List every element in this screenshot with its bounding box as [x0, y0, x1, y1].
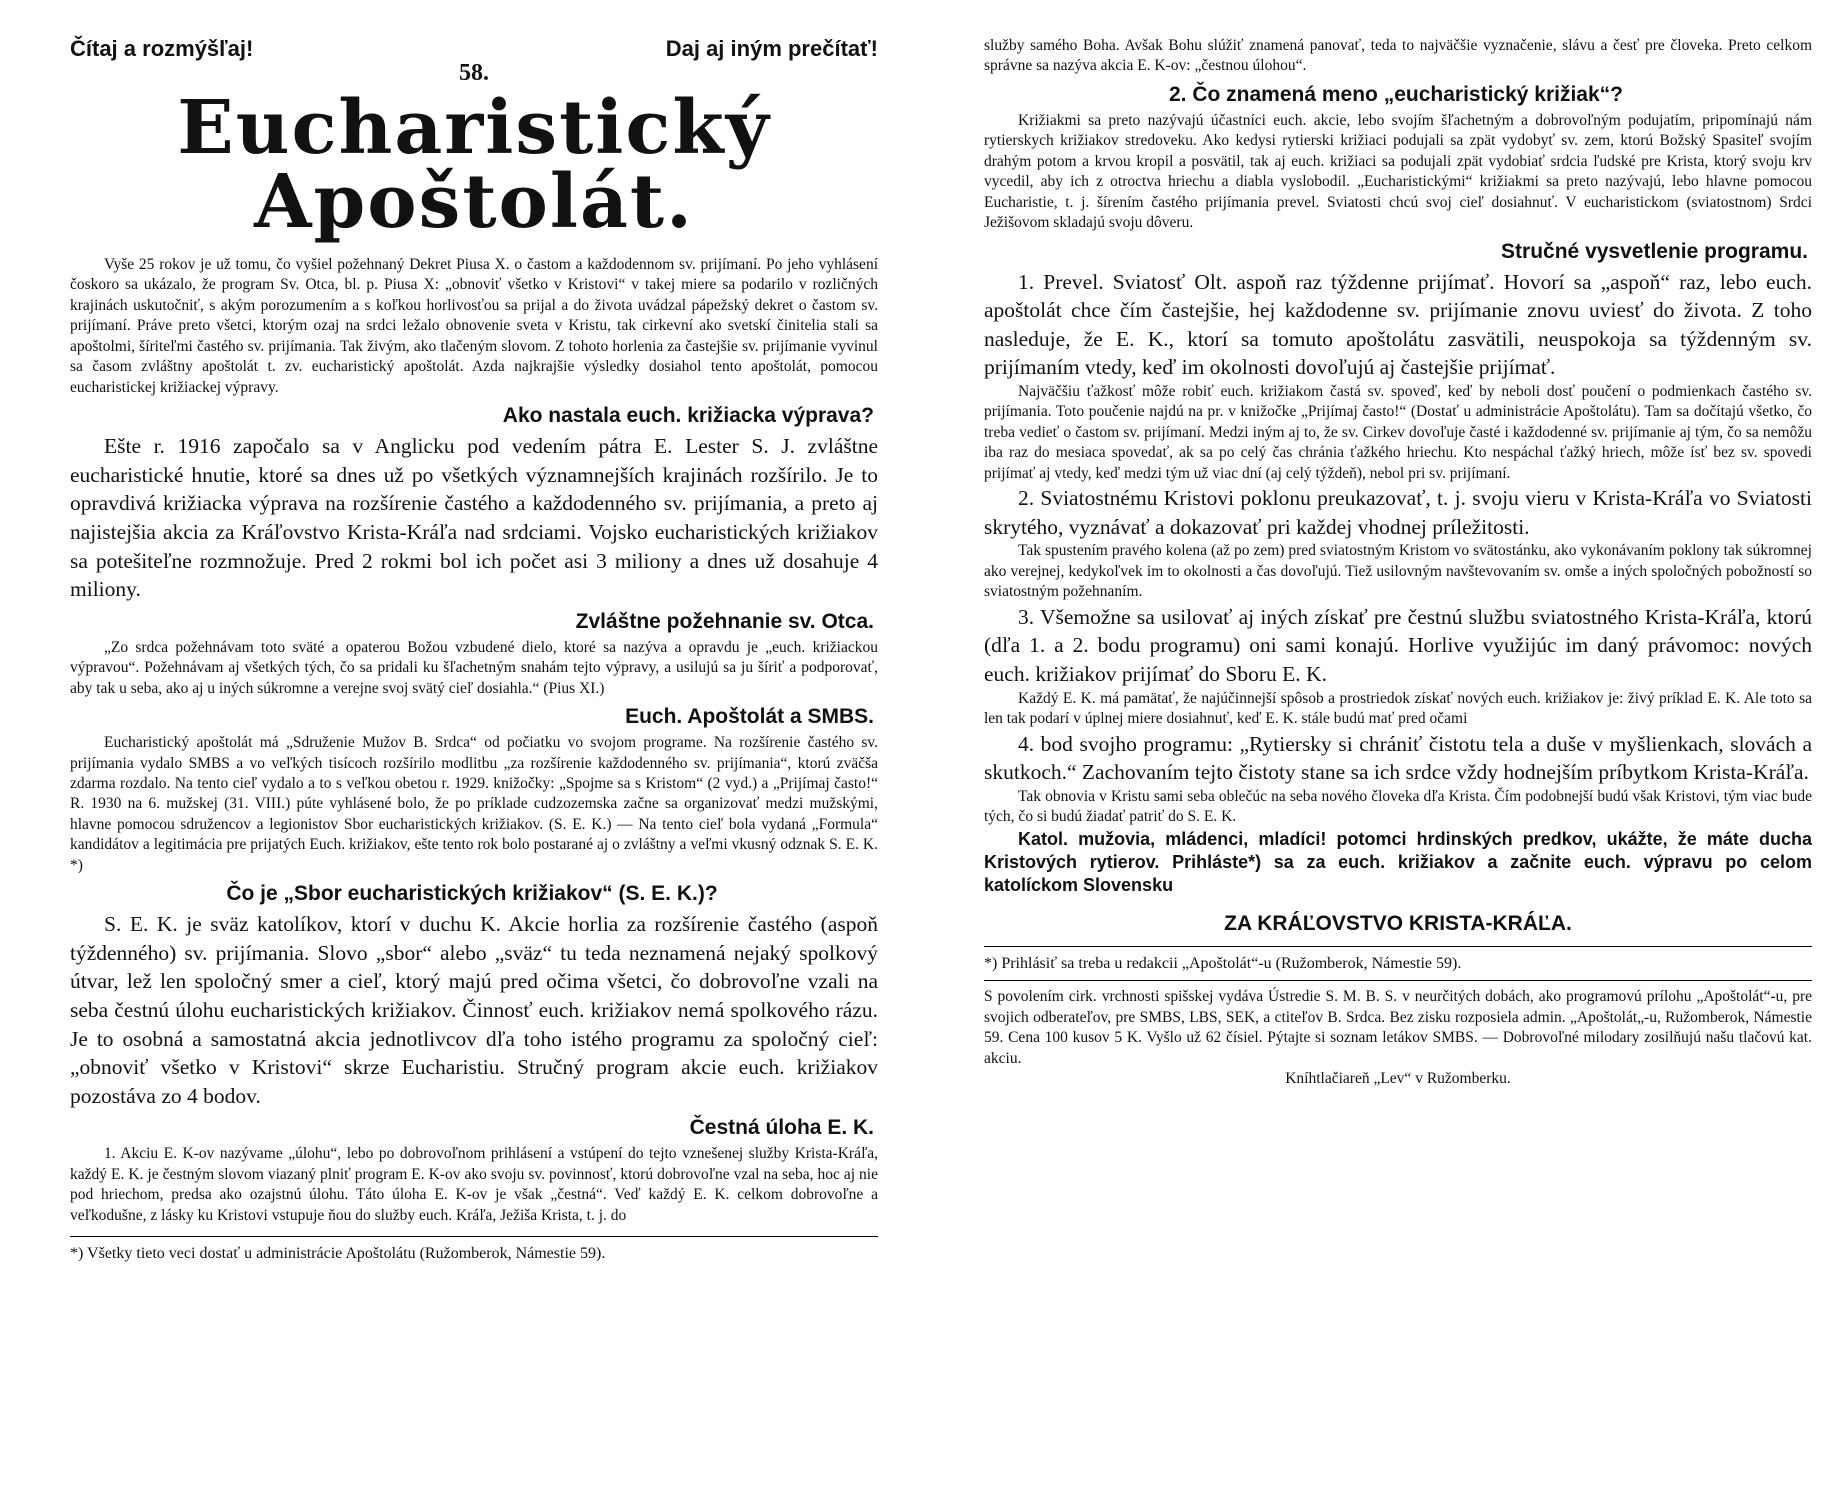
- right-page: [960, 0, 1832, 1500]
- blessing-paragraph: „Zo srdca požehnávam toto sväté a opaterou Božou vzbudené dielo, ktoré sa nazýva a opravdu je „euch. križiackou výpravou“. Požehnávam aj všetkých tých, čo sa pridali ku šľachetným snahám tejto výpravy, a usilujú sa ju šíriť a podporovať, aby tak u seba, ako aj u iných súkromne a verejne svoj svätý cieľ dosiahla.“ (Pius XI.): [70, 638, 878, 697]
- program-point-3: 3. Všemožne sa usilovať aj iných získať pre čestnú službu sviatostného Krista-Kráľa, ktorú (dľa 1. a 2. bodu programu) oni sami konajú. Horlive využijúc im daný právomoc: nových euch. križiakov prijímať do Sboru E. K.: [984, 604, 1812, 686]
- origin-paragraph: Ešte r. 1916 započalo sa v Anglicku pod vedením pátra E. Lester S. J. zvláštne eucharistické hnutie, ktoré sa dnes už po všetkých významnejších krajinách rozšírilo. Je to opravdivá križiacka výprava na rozšírenie častého a každodenného sv. prijímania, a preto aj najistejšia akcia za Kráľovstvo Krista-Kráľa nad srdciami. Vojsko eucharistických križiakov sa potešiteľne rozmnožuje. Pred 2 rokmi bol ich počet asi 3 miliony a dnes už dosahuje 4 miliony.: [70, 434, 878, 602]
- motto: ZA KRÁĽOVSTVO KRISTA-KRÁĽA.: [1224, 911, 1572, 935]
- appeal-paragraph: Katol. mužovia, mládenci, mladíci! potomci hrdinských predkov, ukážte, že máte ducha Kristových rytierov. Prihláste*) sa za euch. križiakov a začnite euch. výpravu po celom katolíckom Slovensku: [984, 828, 1812, 896]
- intro-paragraph: Vyše 25 rokov je už tomu, čo vyšiel požehnaný Dekret Piusa X. o častom a každodennom sv. prijímaní. Po jeho vyhlásení čoskoro sa ukázalo, že program Sv. Otca, bl. p. Piusa X: „obnoviť všetko v Kristovi“ v takej miere sa podarilo v rozličných krajinách uskutočniť, s akým porozumením a s koľkou horlivosťou sa prijal a do života uvádzal pápežský dekret o častom sv. prijímaní. Práve preto všetci, ktorým ozaj na srdci ležalo obnovenie sveta v Kristu, tak cirkevní ako svetskí činitelia stali sa apoštolmi, šíriteľmi častého sv. prijímania. Tak živým, ako tlačeným slovom. Z tohoto horlenia za častejšie sv. prijímanie vyvinul sa časom zvláštny apoštolát t. zv. eucharistický apoštolát. Azda najkrajšie výsledky dosiahol tento apoštolát, pomocou eucharistickej križiackej výpravy.: [70, 256, 878, 396]
- printer: Kníhtlačiareň „Lev“ v Ružomberku.: [1285, 1070, 1511, 1088]
- continuation-paragraph: služby samého Boha. Avšak Bohu slúžiť znamená panovať, teda to najväčšie vyznačenie, slávu a česť pre človeka. Preto celkom správne sa nazýva akcia E. K-ov: „čestnou úlohou“.: [984, 37, 1812, 75]
- heading-name-meaning: 2. Čo znamená meno „eucharistický križiak“?: [1168, 82, 1623, 106]
- smbs-paragraph: Eucharistický apoštolát má „Sdruženie Mužov B. Srdca“ od počiatku vo svojom programe. Na rozšírenie častého sv. prijímania vydalo SMBS a vo veľkých tisícoch rozšírilo modlitbu „za rozšírenie každodenného sv. prijímania“, ktorú zväčša zdarma rozdalo. Na tento cieľ vydalo a to s veľkou obetou r. 1929. knižočky: „Spojme sa s Kristom“ (2 vyd.) a „Prijímaj často!“ R. 1930 na 6. mužskej (31. VIII.) púte vyhlásené bolo, že po príklade cudzozemska začne sa organizovať medzi mužskými, hlavne pomocou sdružencov a legionistov Sbor eucharistických križiakov. (S. E. K.) — Na tento cieľ bola vydaná „Formula“ kandidátov a legitimácia pre prijatých Euch. križiakov, ešte tento rok bolo postarané aj o zvláštny a veľmi vkusný odznak S. E. K. *): [70, 734, 878, 874]
- sek-paragraph: S. E. K. je sväz katolíkov, ktorí v duchu K. Akcie horlia za rozšírenie častého (aspoň týždenného) sv. prijímania. Slovo „sbor“ alebo „sväz“ tu teda neznamená nejaký spolkový útvar, lež len spoločný smer a cieľ, ktorý majú pred očima všetci, čo dobrovoľne vzali na seba čestnú úlohu eucharistických križiakov. Činnosť euch. križiakov nemá spolkového rázu. Je to osobná a samostatná akcia jednotlivcov dľa toho istého programu za spoločný cieľ: „obnoviť všetko v Kristovi“ skrze Eucharistiu. Stručný program akcie euch. križiakov pozostáva zo 4 bodov.: [70, 912, 878, 1108]
- program-point-2: 2. Sviatostnému Kristovi poklonu preukazovať, t. j. svoju vieru v Krista-Kráľa vo Sviatosti skrytého, vyznávať a dokazovať pri každej vhodnej príležitosti.: [984, 486, 1812, 539]
- right-footnote: *) Prihlásiť sa treba u redakcii „Apoštolát“-u (Ružomberok, Námestie 59).: [984, 946, 1812, 975]
- divider: [984, 980, 1812, 981]
- program-point-2-note: Tak spustením pravého kolena (až po zem) pred sviatostným Kristom vo svätostánku, ako vykonávaním poklony tak súkromnej ako verejnej, kedykoľvek im to okolnosti a čas dovoľujú. Tiež usilovným navštevovaním sv. omše a iných spoločných pobožností so sviatostným požehnaním.: [984, 542, 1812, 601]
- page-title: Eucharistický Apoštolát.: [177, 85, 771, 245]
- imprint: S povolením cirk. vrchnosti spišskej vydáva Ústredie S. M. B. S. v neurčitých dobách, ako programovú prílohu „Apoštolát“-u, pre svojich odberateľov, pre SMBS, LBS, SEK, a ctiteľov B. Srdca. Bez zisku rozposiela admin. „Apoštolát„-u, Ružomberok, Námestie 59. Cena 100 kusov 5 K. Vyšlo už 62 čísiel. Pýtajte si soznam letákov SMBS. — Dobrovoľné milodary zosilňujú našu tlačovú kat. akciu.: [984, 988, 1812, 1067]
- honor-paragraph: 1. Akciu E. K-ov nazývame „úlohu“, lebo po dobrovoľnom prihlásení a vstúpení do tejto vznešenej služby Krista-Kráľa, každý E. K. je čestným slovom viazaný plniť program E. K-ov ako svoju sv. povinnosť, ktorú dobrovoľne vzal na seba, hoc aj nie pod hriechom, predsa ako ozajstnú úlohu. Táto úloha E. K-ov je však „čestná“. Veď každý E. K. celkom dobrovoľne a veľkodušne, z lásky ku Kristovi vstupuje ňou do služby euch. Kráľa, Ježiša Krista, t. j. do: [70, 1145, 878, 1224]
- heading-origin: Ako nastala euch. križiacka výprava?: [502, 404, 874, 428]
- heading-blessing: Zvláštne požehnanie sv. Otca.: [575, 609, 874, 633]
- heading-sek: Čo je „Sbor eucharistických križiakov“ (S. E. K.)?: [226, 882, 718, 906]
- header-right: Daj aj iným prečítať!: [665, 36, 878, 61]
- heading-smbs: Euch. Apoštolát a SMBS.: [625, 705, 874, 729]
- heading-honor: Čestná úloha E. K.: [689, 1116, 874, 1140]
- program-point-1: 1. Prevel. Sviatosť Olt. aspoň raz týždenne prijímať. Hovorí sa „aspoň“ raz, lebo euch. apoštolát chce čím častejšie, hej každodenne sv. prijímanie znovu uviesť do života. Z toho nasleduje, že E. K., ktorí sa tomuto apoštolátu zasvätili, neuspokoja sa týždenným sv. prijímaním vtedy, keď im okolnosti dovoľujú aj častejšie prijímať.: [984, 269, 1812, 380]
- program-point-4: 4. bod svojho programu: „Rytiersky si chrániť čistotu tela a duše v myšlienkach, slovách a skutkoch.“ Zachovaním tejto čistoty stane sa ich srdce vždy hodnejším príbytkom Krista-Kráľa.: [984, 731, 1812, 785]
- name-meaning-paragraph: Križiakmi sa preto nazývajú účastníci euch. akcie, lebo svojím šľachetným a dobrovoľným podujatím, pripomínajú nám rytierskych križiakov stredoveku. Ako kedysi rytierski križiaci podujali sa zpät vydobyť sv. zem, ktorú Božský Spasiteľ svojím drahým potom a krvou kropil a posvätil, tak aj euch. križiaci sa podujali zpät vydobiať srdcia ľudské pre Krista, ktorý svoju krv vycedil, aby ich z otroctva hriechu a diabla vyslobodil. „Eucharistickými“ križiakmi sa preto nazývajú, lebo hlavne pomocou Eucharistie, t. j. šírením častého prijímania prevel. Sviatosti chcú svoj cieľ dosiahnuť. V eucharistickom (sviatostnom) Srdci Ježišovom skladajú svoju dôveru.: [984, 111, 1812, 232]
- heading-program: Stručné vysvetlenie programu.: [1501, 239, 1808, 263]
- left-page: [0, 0, 900, 1500]
- program-point-3-note: Každý E. K. má pamätať, že najúčinnejší spôsob a prostriedok získať nových euch. križiakov je: živý príklad E. K. Ale toto sa len tak podarí v úplnej miere dosiahnuť, keď E. K. stále budú mať pred očami: [984, 689, 1812, 728]
- header-left: Čítaj a rozmýšľaj!: [70, 36, 254, 61]
- left-footnote: *) Všetky tieto veci dostať u administrácie Apoštolátu (Ružomberok, Námestie 59).: [70, 1236, 878, 1265]
- program-point-1-note: Najväčšiu ťažkosť môže robiť euch. križiakom častá sv. spoveď, keď by neboli dosť poučení o podmienkach častého sv. prijímania. Toto poučenie najdú na pr. v knižočke „Prijímaj často!“ (Dostať u administrácie Apoštolátu). Tam sa dočítajú všetko, čo treba vedieť o častom sv. prijímaní. Medzi iným aj to, že sv. Cirkev dovoľuje časté i každodenné sv. prijímanie aj tým, čo sa nemôžu iba raz do mesiaca spovedať, ak sa po celý čas chránia ťažkého hriechu. Kto nespáchal ťažký hriech, môže ísť bez sv. spovedi prijímať aj vtedy, keď medzi tým už viac dní (aj celý týždeň), nebol pri sv. prijímaní.: [984, 383, 1812, 482]
- issue-number: 58.: [459, 60, 489, 86]
- header-line: [70, 36, 878, 62]
- program-point-4-note: Tak obnovia v Kristu sami seba oblečúc na seba nového človeka dľa Krista. Čím podobnejší budú však Kristovi, tým viac bude tých, čo si budú žiadať patriť do S. E. K.: [984, 787, 1812, 826]
